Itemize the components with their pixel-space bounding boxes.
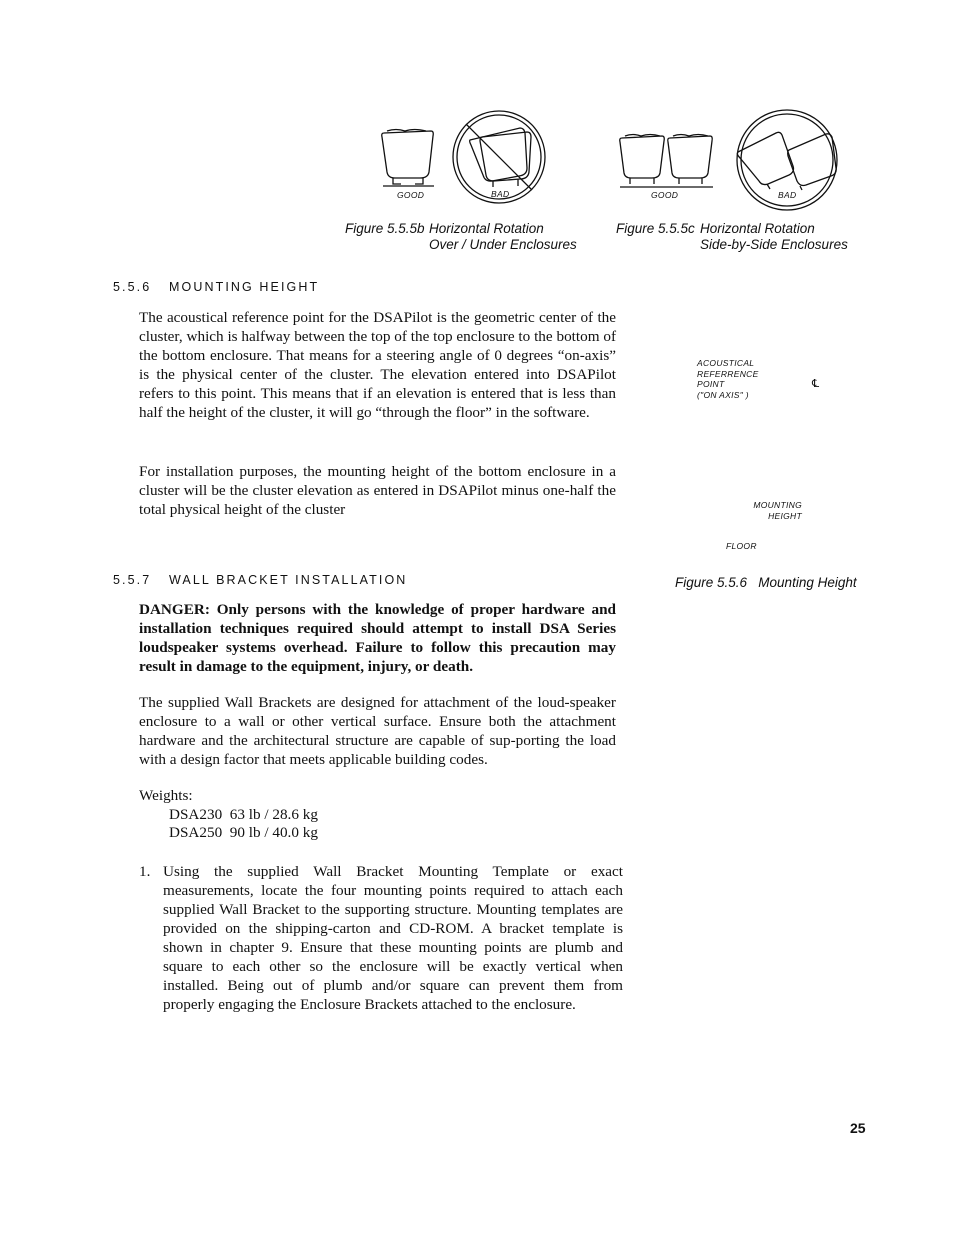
fig-555b-good-label: GOOD	[397, 190, 425, 200]
section-556-heading	[113, 280, 319, 294]
enclosure-good-icon	[382, 130, 434, 187]
acoustical-label-line2: REFERRENCE	[697, 368, 759, 379]
weight-row-dsa250: DSA250 90 lb / 40.0 kg	[169, 824, 318, 841]
fig-555c-bad-label: BAD	[778, 190, 797, 200]
acoustical-label-line1: ACOUSTICAL	[697, 358, 755, 368]
section-557-title: WALL BRACKET INSTALLATION	[169, 573, 408, 587]
section-556-paragraph-2: For installation purposes, the mounting height of the bottom enclosure in a cluster will be the cluster elevation as entered in DSAPilot minus one-half the total physical height of the cluster	[139, 463, 616, 518]
section-557-number: 5.5.7	[113, 573, 152, 587]
fig-555c-number: Figure 5.5.5c	[616, 221, 695, 236]
danger-warning: DANGER: Only persons with the knowledge of proper hardware and installation techniques required should attempt to install DSA Series loudspeaker systems overhead. Failure to follow this precaution may result in damage to the equipment, injury, or death.	[139, 601, 616, 675]
fig-555c-title-line1: Horizontal Rotation	[700, 221, 815, 236]
fig-555b-title-line2: Over / Under Enclosures	[429, 237, 577, 252]
section-557-heading	[113, 573, 407, 587]
fig-555c-title	[700, 221, 848, 253]
mounting-height-label	[742, 500, 802, 521]
fig-555c-caption	[616, 221, 856, 252]
fig-556-caption: Figure 5.5.6 Mounting Height	[675, 575, 857, 590]
list-marker-1: 1.	[139, 863, 151, 880]
fig-555b-title	[429, 221, 577, 253]
floor-label: FLOOR	[726, 541, 757, 551]
enclosure-pair-good-icon	[620, 135, 713, 188]
section-557-paragraph-1: The supplied Wall Brackets are designed for attachment of the loud-speaker enclosure to a wall or other vertical surface. Ensure both the attachment hardware and the architectural structure are capable of sup-porting the load with a design factor that meets applicable building codes.	[139, 694, 616, 768]
section-556-paragraph-1: The acoustical reference point for the DSAPilot is the geometric center of the cluster, which is halfway between the top of the top enclosure to the bottom of the bottom enclosure. That means for a steering angle of 0 degrees “on-axis” is the physical center of the cluster. The elevation entered into DSAPilot refers to this point. This means that if an elevation is entered that is less than half the height of the cluster, it will go “through the floor” in the software.	[139, 309, 616, 421]
weights-label: Weights:	[139, 787, 193, 804]
fig-555b-number: Figure 5.5.5b	[345, 221, 425, 236]
fig-555c-good-label: GOOD	[651, 190, 679, 200]
fig-555c-title-line2: Side-by-Side Enclosures	[700, 237, 848, 252]
mounting-label-line2: HEIGHT	[768, 510, 802, 521]
acoustical-label-line3: POINT	[697, 379, 725, 389]
fig-555b-title-line1: Horizontal Rotation	[429, 221, 544, 236]
fig-555b-caption	[345, 221, 585, 252]
fig-555b-bad-label: BAD	[491, 189, 510, 199]
acoustical-reference-label	[697, 358, 759, 400]
weights-block	[139, 787, 318, 843]
list-text-1: Using the supplied Wall Bracket Mounting Template or exact measurements, locate the four mounting points required to attach each supplied Wall Bracket to the supporting structure. Mounting templates are provided on the shipping-carton and CD-ROM. A bracket template is shown in chapter 9. Ensure that these mounting points are plumb and square to each other so the enclosure will be exactly vertical when installed. Being out of plumb and/or square can prevent them from properly engaging the Enclosure Brackets attached to the enclosure.	[163, 863, 623, 1013]
section-556-title: MOUNTING HEIGHT	[169, 280, 320, 294]
mounting-label-line1: MOUNTING	[753, 500, 802, 510]
page-number: 25	[850, 1120, 866, 1136]
weight-row-dsa230: DSA230 63 lb / 28.6 kg	[169, 805, 318, 823]
section-556-number: 5.5.6	[113, 280, 152, 294]
centerline-symbol: ℄	[812, 378, 820, 390]
acoustical-label-line4: ("ON AXIS" )	[697, 389, 749, 400]
